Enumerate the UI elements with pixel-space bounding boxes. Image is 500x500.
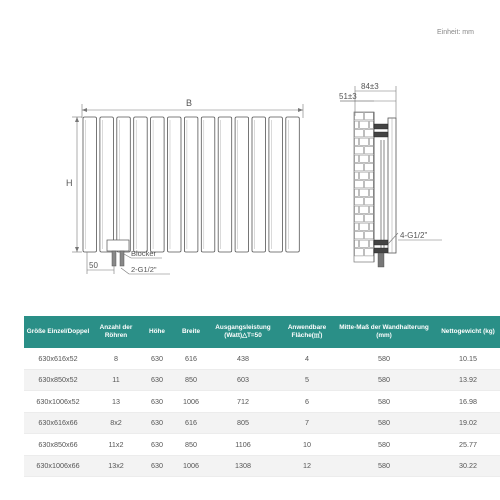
table-row: [24, 369, 500, 391]
radiator-tube: [218, 117, 232, 252]
table-cell: 580: [336, 369, 432, 391]
width-arrow-left: [82, 108, 87, 112]
radiator-tube: [201, 117, 215, 252]
header-height: Höhe: [140, 316, 174, 348]
table-cell: 25.77: [432, 434, 500, 456]
table-cell: 630x850x52: [24, 369, 92, 391]
table-cell: 8: [92, 348, 140, 369]
width-label: B: [186, 98, 193, 108]
header-bracket-distance: Mitte-Maß der Wandhalterung (mm): [336, 316, 432, 348]
table-cell: 580: [336, 391, 432, 413]
table-cell: 11x2: [92, 434, 140, 456]
connection-label: 2-G1/2": [131, 265, 157, 274]
table-cell: 13.92: [432, 369, 500, 391]
table-cell: 11: [92, 369, 140, 391]
depth-inner-label: 51±3: [339, 92, 357, 101]
table-cell: 630x850x66: [24, 434, 92, 456]
table-cell: 630x616x66: [24, 412, 92, 434]
radiator-tubes: [83, 117, 299, 252]
table-cell: 13: [92, 391, 140, 413]
table-cell: 1006: [174, 455, 208, 477]
radiator-tube: [235, 117, 249, 252]
table-cell: 438: [208, 348, 278, 369]
table-cell: 12: [278, 455, 336, 477]
header-width: Breite: [174, 316, 208, 348]
offset-dimension-label: 50: [89, 261, 98, 270]
table-cell: 1308: [208, 455, 278, 477]
radiator-tube: [117, 117, 131, 252]
table-cell: 630x1006x66: [24, 455, 92, 477]
valve-pipe-left: [112, 251, 116, 266]
top-bracket: [374, 124, 388, 129]
table-row: [24, 412, 500, 434]
table-cell: 630: [140, 455, 174, 477]
table-cell: 13x2: [92, 455, 140, 477]
connection-leader: [121, 268, 129, 274]
table-cell: 616: [174, 412, 208, 434]
blocker-label: Blocker: [131, 249, 157, 258]
table-cell: 630: [140, 434, 174, 456]
side-view: [339, 82, 442, 267]
depth-outer-label: 84±3: [361, 82, 379, 91]
header-area: Anwendbare Fläche(㎡): [278, 316, 336, 348]
header-output: Ausgangsleistung (Watt)△T=50: [208, 316, 278, 348]
table-cell: 4: [278, 348, 336, 369]
table-cell: 580: [336, 455, 432, 477]
table-cell: 1106: [208, 434, 278, 456]
front-view: [66, 98, 303, 274]
table-cell: 805: [208, 412, 278, 434]
radiator-tube: [286, 117, 300, 252]
bottom-valve-side: [378, 253, 384, 267]
table-cell: 580: [336, 348, 432, 369]
height-arrow-bottom: [75, 247, 79, 252]
radiator-tube: [100, 117, 114, 252]
radiator-tube: [184, 117, 198, 252]
radiator-tube: [168, 117, 182, 252]
valve-pipe-right: [120, 251, 124, 266]
table-cell: 630: [140, 412, 174, 434]
table-cell: 630: [140, 348, 174, 369]
radiator-tube: [151, 117, 165, 252]
table-cell: 850: [174, 434, 208, 456]
table-cell: 10.15: [432, 348, 500, 369]
bottom-valve-block: [107, 240, 129, 251]
wall-outline: [354, 112, 374, 262]
table-cell: 30.22: [432, 455, 500, 477]
height-arrow-top: [75, 117, 79, 122]
table-header-row: [24, 316, 500, 348]
table-cell: 10: [278, 434, 336, 456]
spec-table: [24, 316, 500, 477]
table-cell: 850: [174, 369, 208, 391]
radiator-tube: [269, 117, 283, 252]
radiator-tube: [252, 117, 266, 252]
table-row: [24, 348, 500, 369]
table-cell: 630x1006x52: [24, 391, 92, 413]
table-cell: 7: [278, 412, 336, 434]
header-weight: Nettogewicht (kg): [432, 316, 500, 348]
bottom-bracket: [374, 240, 388, 245]
table-cell: 630: [140, 391, 174, 413]
table-row: [24, 434, 500, 456]
radiator-tube: [83, 117, 97, 252]
table-cell: 16.98: [432, 391, 500, 413]
table-cell: 8x2: [92, 412, 140, 434]
table-cell: 1006: [174, 391, 208, 413]
bottom-bracket-2: [374, 248, 388, 253]
header-tube-count: Anzahl der Röhren: [92, 316, 140, 348]
table-cell: 630x616x52: [24, 348, 92, 369]
table-cell: 630: [140, 369, 174, 391]
table-cell: 5: [278, 369, 336, 391]
unit-label: Einheit: mm: [437, 29, 474, 36]
height-label: H: [66, 178, 73, 188]
brick-wall: [354, 112, 374, 262]
table-cell: 603: [208, 369, 278, 391]
top-bracket-2: [374, 132, 388, 137]
radiator-tube: [134, 117, 148, 252]
width-arrow-right: [298, 108, 303, 112]
table-row: [24, 391, 500, 413]
table-row: [24, 455, 500, 477]
blocker-leader: [124, 254, 131, 258]
table-cell: 19.02: [432, 412, 500, 434]
table-cell: 712: [208, 391, 278, 413]
mount-label: 4-G1/2": [400, 231, 428, 240]
table-cell: 580: [336, 412, 432, 434]
header-size: Größe Einzel/Doppel: [24, 316, 92, 348]
table-cell: 580: [336, 434, 432, 456]
table-cell: 6: [278, 391, 336, 413]
table-cell: 616: [174, 348, 208, 369]
